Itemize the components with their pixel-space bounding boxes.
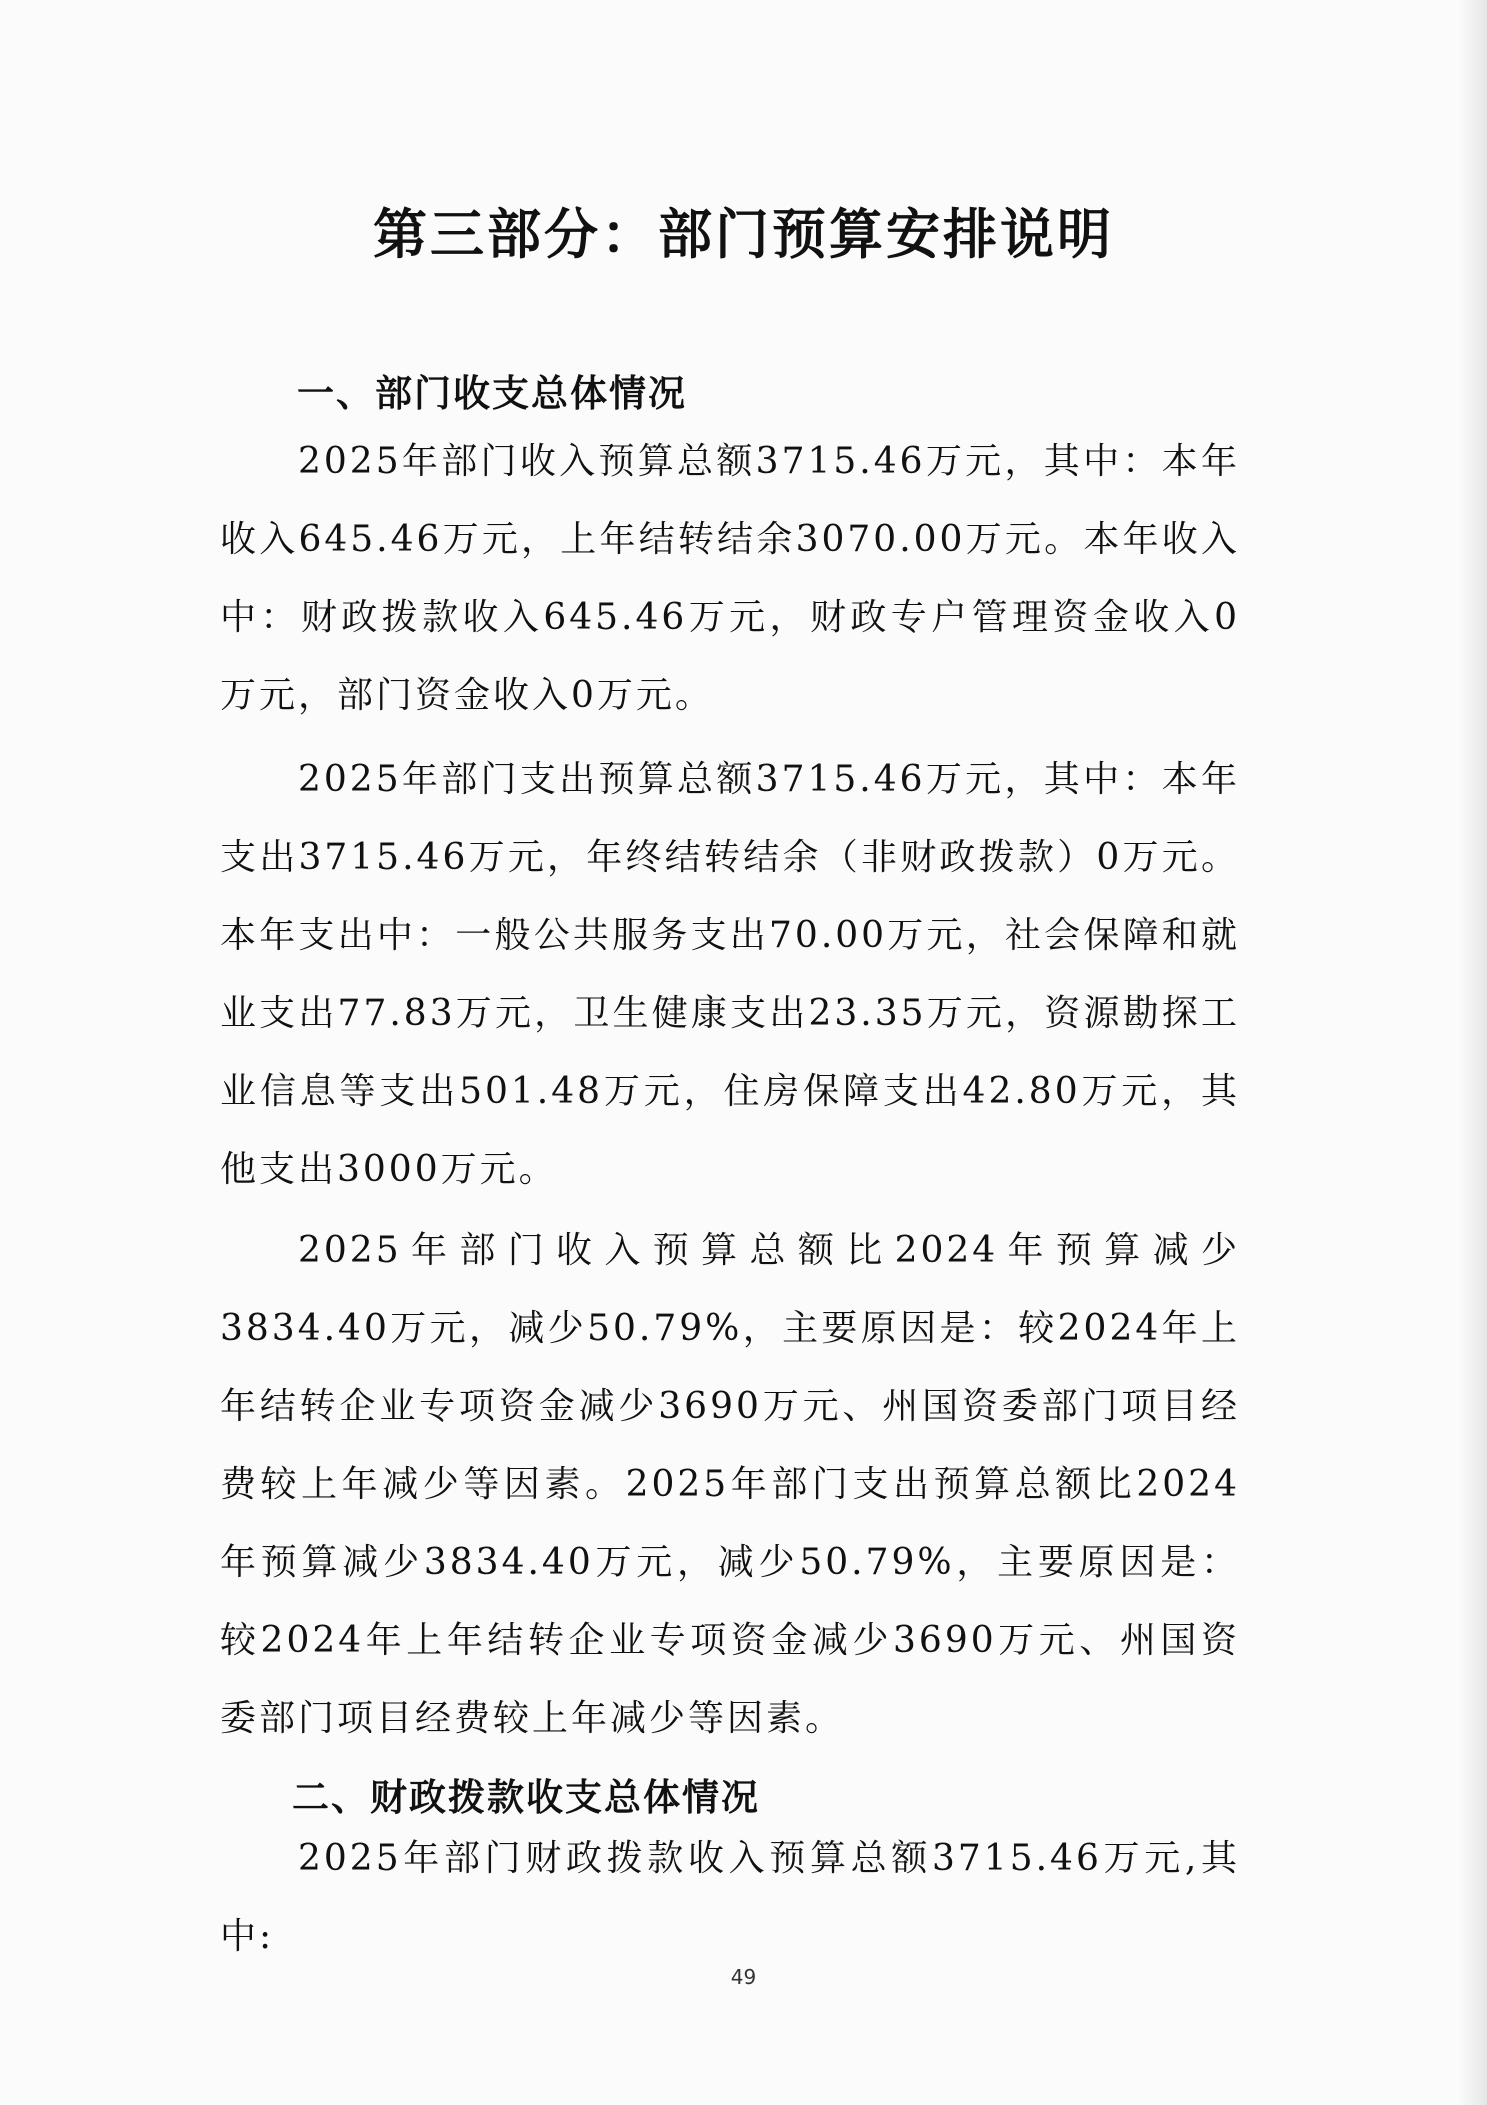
- section-heading-2: 二、财政拨款收支总体情况: [292, 1776, 760, 1819]
- paragraph-income-budget: 2025年部门收入预算总额3715.46万元，其中：本年收入645.46万元，上年结转结余3070.00万元。本年收入中：财政拨款收入645.46万元，财政专户管理资金收入0万元，部门资金收入0万元。: [220, 441, 1240, 716]
- paragraph-budget-change: 2025年部门收入预算总额比2024年预算减少3834.40万元，减少50.79%，主要原因是：较2024年上年结转企业专项资金减少3690万元、州国资委部门项目经费较上年减少等因素。2025年部门支出预算总额比2024年预算减少3834.40万元，减少50.79%，主要原因是：较2024年上年结转企业专项资金减少3690万元、州国资委部门项目经费较上年减少等因素。: [220, 1230, 1240, 1739]
- paragraph-fiscal-appropriation: 2025年部门财政拨款收入预算总额3715.46万元,其中:: [220, 1838, 1240, 1957]
- page-number: 49: [730, 1965, 757, 1989]
- paragraph-expenditure-budget: 2025年部门支出预算总额3715.46万元，其中：本年支出3715.46万元，年终结转结余（非财政拨款）0万元。本年支出中：一般公共服务支出70.00万元，社会保障和就业支出77.83万元，卫生健康支出23.35万元，资源勘探工业信息等支出501.48万元，住房保障支出42.80万元，其他支出3000万元。: [220, 759, 1240, 1190]
- page-title: 第三部分：部门预算安排说明: [373, 203, 1114, 266]
- section-heading-1: 一、部门收支总体情况: [297, 372, 687, 415]
- page-edge-shadow: [1459, 0, 1487, 2105]
